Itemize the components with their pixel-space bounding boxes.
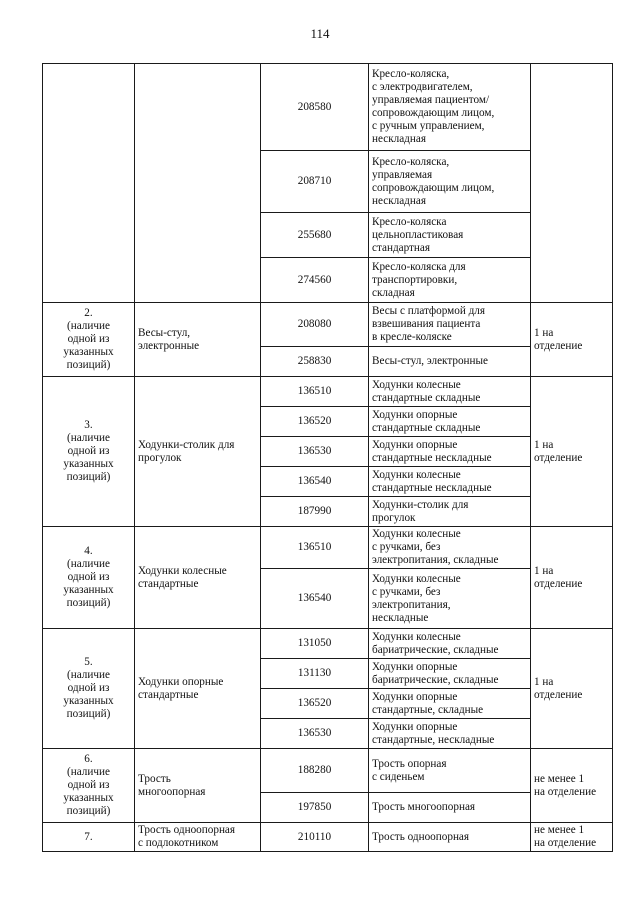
item-description-line: Кресло-коляска — [372, 215, 447, 228]
item-description-line: стандартные нескладные — [372, 451, 492, 464]
item-code-cell — [261, 213, 369, 258]
item-code: 197850 — [297, 801, 332, 813]
group-number-line: одной из — [67, 445, 110, 457]
table-row — [43, 303, 613, 347]
item-code-cell — [261, 258, 369, 303]
item-code-cell — [261, 629, 369, 659]
item-description-cell — [369, 258, 531, 303]
quantity-line: 1 на — [534, 438, 554, 451]
group-number-line: указанных — [63, 695, 114, 707]
group-number-line: 2. — [84, 307, 93, 319]
item-description-line: с электродвигателем, — [372, 81, 473, 93]
item-code: 187990 — [297, 505, 332, 517]
item-description-line: Ходунки опорные — [372, 408, 458, 421]
quantity-line: на отделение — [534, 785, 597, 798]
item-description-line: сопровождающим лицом, — [372, 181, 495, 194]
group-number-cell — [43, 823, 135, 852]
table-row — [43, 749, 613, 793]
table-row — [43, 629, 613, 659]
item-description-line: Ходунки колесные — [372, 528, 461, 540]
item-code: 131130 — [297, 667, 332, 679]
item-code-cell — [261, 793, 369, 823]
item-description-line: Ходунки колесные — [372, 630, 461, 643]
quantity-line: на отделение — [534, 837, 597, 849]
item-description-line: Ходунки колесные — [372, 378, 461, 391]
item-code-cell — [261, 689, 369, 719]
group-number-line: позиций) — [66, 471, 111, 483]
group-number-cell — [43, 377, 135, 527]
quantity-cell — [531, 377, 613, 527]
item-description-line: стандартные нескладные — [372, 481, 492, 494]
group-number-line: 4. — [84, 545, 93, 557]
item-description-line: Ходунки опорные — [372, 720, 458, 733]
item-code: 136510 — [297, 385, 332, 397]
group-name-line: Ходунки колесные — [138, 564, 227, 577]
item-description-line: Ходунки колесные — [372, 572, 461, 585]
item-code: 208080 — [297, 318, 332, 330]
group-name-cell — [135, 377, 261, 527]
group-number-line: (наличие — [67, 558, 110, 570]
item-description-cell — [369, 377, 531, 407]
quantity-cell — [531, 303, 613, 377]
item-description-line: Кресло-коляска, — [372, 155, 450, 168]
item-description-cell — [369, 467, 531, 497]
item-code-cell — [261, 527, 369, 569]
item-code-cell — [261, 823, 369, 852]
quantity-cell — [531, 527, 613, 629]
group-number-line: указанных — [63, 584, 114, 596]
group-number-line: 5. — [84, 656, 93, 668]
group-name-cell — [135, 303, 261, 377]
group-name-cell — [135, 64, 261, 303]
quantity-line: отделение — [534, 688, 583, 701]
item-code: 274560 — [297, 273, 332, 286]
table-row — [43, 527, 613, 569]
item-description-line: Кресло-коляска, — [372, 68, 450, 80]
quantity-line: 1 на — [534, 326, 554, 339]
group-number-cell — [43, 303, 135, 377]
table-body — [43, 64, 613, 852]
item-description-line: с ручками, без — [372, 541, 441, 553]
group-name-cell — [135, 527, 261, 629]
item-code-cell — [261, 347, 369, 377]
item-description-cell — [369, 749, 531, 793]
item-code-cell — [261, 437, 369, 467]
item-description-cell — [369, 64, 531, 151]
quantity-line: 1 на — [534, 675, 554, 688]
item-description-line: Кресло-коляска для — [372, 260, 466, 273]
quantity-line: не менее 1 — [534, 772, 585, 785]
item-description-line: в кресле-коляске — [372, 331, 452, 343]
quantity-cell — [531, 629, 613, 749]
item-description-line: Ходунки опорные — [372, 690, 458, 703]
equipment-table — [42, 63, 613, 852]
item-description-line: с сиденьем — [372, 770, 425, 783]
item-description-cell — [369, 659, 531, 689]
group-number-cell — [43, 749, 135, 823]
item-code: 208580 — [297, 100, 332, 113]
quantity-cell — [531, 64, 613, 303]
group-number-line: одной из — [67, 571, 110, 583]
group-name-line: электронные — [138, 339, 200, 352]
group-name-line: стандартные — [138, 688, 199, 701]
item-code-cell — [261, 377, 369, 407]
item-description-line: взвешивания пациента — [372, 318, 481, 330]
item-code: 255680 — [297, 228, 332, 241]
group-number-line: (наличие — [67, 669, 110, 681]
group-number-cell — [43, 629, 135, 749]
group-name-line: Трость одноопорная — [138, 824, 236, 836]
item-description-cell — [369, 497, 531, 527]
group-number-line: (наличие — [67, 320, 110, 332]
item-description-cell — [369, 569, 531, 629]
item-code: 136530 — [297, 445, 332, 457]
item-description-line: Трость опорная — [372, 757, 447, 770]
item-description-line: стандартные, складные — [372, 703, 484, 716]
item-code-cell — [261, 497, 369, 527]
group-name-line: Трость — [138, 772, 171, 785]
item-description-cell — [369, 151, 531, 213]
item-code: 210110 — [297, 830, 332, 843]
item-description-line: управляемая — [372, 168, 433, 181]
item-code: 136540 — [297, 475, 332, 487]
item-code: 258830 — [297, 355, 332, 367]
group-number-line: (наличие — [67, 432, 110, 444]
group-name-line: Весы-стул, — [138, 326, 191, 339]
item-description-line: Весы с платформой для — [372, 305, 486, 317]
item-code-cell — [261, 659, 369, 689]
item-description-line: с ручками, без — [372, 585, 441, 598]
quantity-line: 1 на — [534, 564, 554, 577]
quantity-line: не менее 1 — [534, 824, 585, 836]
group-number-line: указанных — [63, 346, 114, 358]
group-number-line: одной из — [67, 682, 110, 694]
group-name-cell — [135, 749, 261, 823]
item-description-cell — [369, 213, 531, 258]
item-description-line: нескладная — [372, 194, 426, 207]
item-code: 131050 — [297, 637, 332, 649]
quantity-cell — [531, 823, 613, 852]
group-number-line: позиций) — [66, 597, 111, 609]
item-description-line: электропитания, складные — [372, 554, 499, 566]
item-description-line: сопровождающим лицом, — [372, 107, 495, 119]
item-code: 136530 — [297, 727, 332, 739]
quantity-line: отделение — [534, 451, 583, 464]
item-description-line: прогулок — [372, 511, 416, 524]
item-code-cell — [261, 151, 369, 213]
quantity-cell — [531, 749, 613, 823]
item-description-line: стандартные, нескладные — [372, 733, 495, 746]
group-number-line: 3. — [84, 419, 93, 431]
group-number-line: позиций) — [66, 708, 111, 720]
group-number-line: 6. — [84, 753, 93, 765]
item-code-cell — [261, 64, 369, 151]
item-code: 136520 — [297, 415, 332, 427]
item-code: 136540 — [297, 592, 332, 604]
item-description-cell — [369, 793, 531, 823]
group-name-line: многоопорная — [138, 785, 206, 798]
item-description-line: Трость многоопорная — [372, 801, 476, 813]
table-row — [43, 377, 613, 407]
item-description-cell — [369, 527, 531, 569]
item-description-cell — [369, 347, 531, 377]
group-number-line: позиций) — [66, 805, 111, 817]
item-description-line: транспортировки, — [372, 273, 458, 286]
item-description-line: Весы-стул, электронные — [372, 355, 489, 367]
item-code-cell — [261, 467, 369, 497]
item-code: 136520 — [297, 697, 332, 709]
item-description-line: стандартная — [372, 241, 431, 254]
group-name-cell — [135, 823, 261, 852]
item-description-line: электропитания, — [372, 598, 451, 611]
item-code: 136510 — [297, 541, 332, 553]
item-code: 188280 — [297, 764, 332, 776]
group-number-cell — [43, 527, 135, 629]
item-description-line: управляемая пациентом/ — [372, 94, 490, 106]
item-description-line: бариатрические, складные — [372, 643, 499, 656]
item-description-line: Ходунки опорные — [372, 438, 458, 451]
item-code-cell — [261, 407, 369, 437]
group-name-line: прогулок — [138, 451, 182, 464]
group-name-cell — [135, 629, 261, 749]
item-description-line: нескладные — [372, 611, 429, 624]
group-number-cell — [43, 64, 135, 303]
item-code-cell — [261, 749, 369, 793]
group-name-line: с подлокотником — [138, 837, 219, 849]
item-description-line: стандартные складные — [372, 421, 481, 434]
item-description-cell — [369, 437, 531, 467]
table-row — [43, 823, 613, 852]
quantity-line: отделение — [534, 339, 583, 352]
item-description-cell — [369, 823, 531, 852]
group-number-line: позиций) — [66, 359, 111, 371]
item-description-line: бариатрические, складные — [372, 673, 499, 686]
item-description-line: Ходунки колесные — [372, 468, 461, 481]
group-name-line: стандартные — [138, 577, 199, 590]
group-number-line: (наличие — [67, 766, 110, 778]
quantity-line: отделение — [534, 577, 583, 590]
group-name-line: Ходунки-столик для — [138, 438, 235, 451]
item-description-line: цельнопластиковая — [372, 228, 464, 241]
item-description-cell — [369, 629, 531, 659]
item-code-cell — [261, 303, 369, 347]
page-number: 114 — [310, 26, 330, 41]
item-code: 208710 — [297, 175, 332, 187]
item-description-line: Ходунки опорные — [372, 660, 458, 673]
group-number-line: указанных — [63, 458, 114, 470]
group-number-line: одной из — [67, 333, 110, 345]
item-description-line: стандартные складные — [372, 391, 481, 404]
group-name-line: Ходунки опорные — [138, 675, 224, 688]
item-description-line: Трость одноопорная — [372, 830, 470, 843]
item-description-line: Ходунки-столик для — [372, 498, 469, 511]
table-row — [43, 64, 613, 151]
item-description-cell — [369, 719, 531, 749]
item-code-cell — [261, 569, 369, 629]
item-code-cell — [261, 719, 369, 749]
item-description-line: с ручным управлением, — [372, 120, 485, 132]
item-description-line: складная — [372, 286, 415, 299]
item-description-cell — [369, 689, 531, 719]
item-description-cell — [369, 303, 531, 347]
item-description-line: нескладная — [372, 133, 426, 145]
group-number-line: указанных — [63, 792, 114, 804]
group-number-line: 7. — [84, 830, 93, 843]
group-number-line: одной из — [67, 779, 110, 791]
item-description-cell — [369, 407, 531, 437]
